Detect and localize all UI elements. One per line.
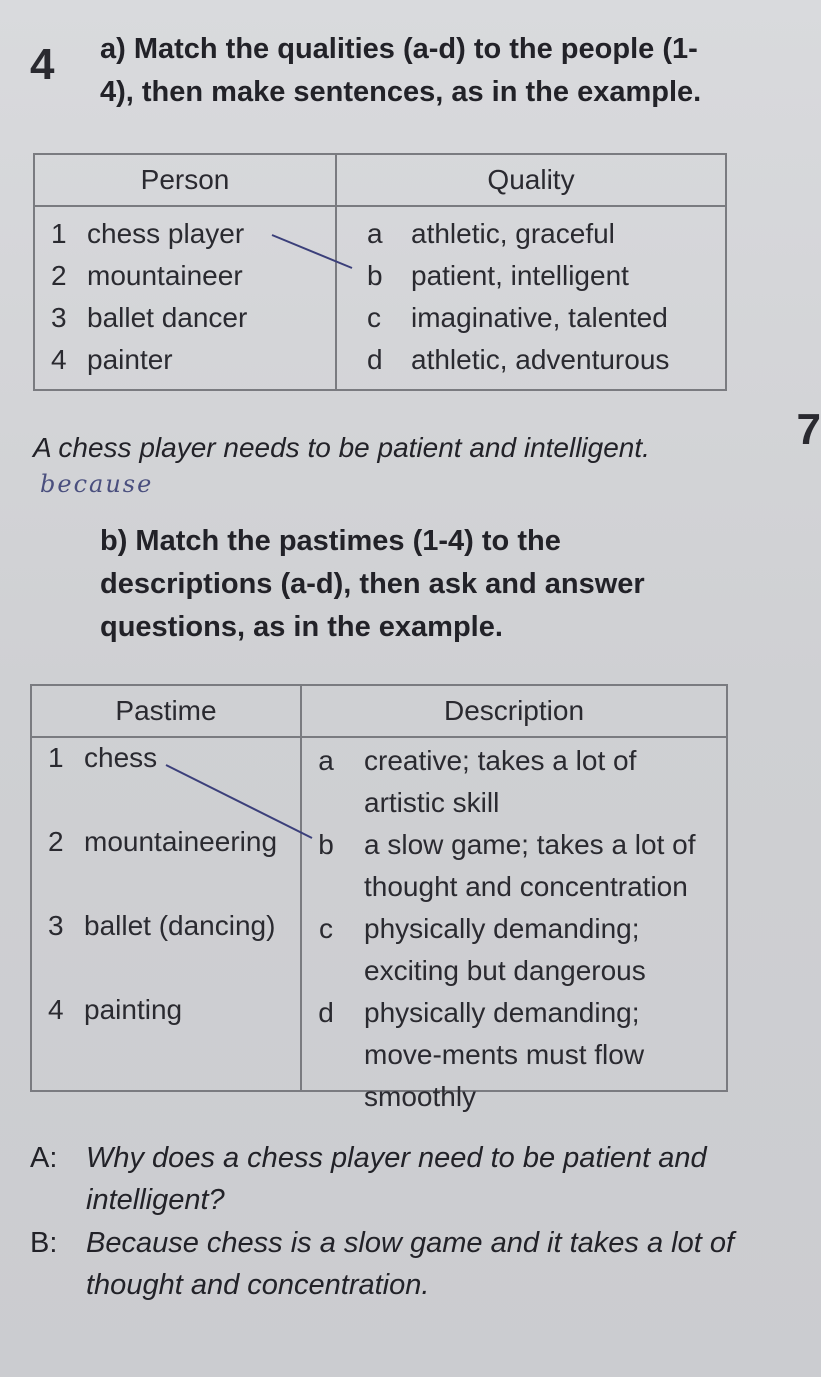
header-description: Description: [301, 685, 727, 737]
quality-row: a athletic, graceful: [367, 218, 615, 249]
person-row: 4 painter: [51, 344, 173, 375]
person-label: painter: [87, 344, 173, 375]
quality-label: imaginative, talented: [411, 302, 668, 333]
person-label: mountaineer: [87, 260, 243, 291]
quality-row: c imaginative, talented: [367, 302, 668, 333]
exercise-number: 4: [30, 40, 55, 89]
person-row: 2 mountaineer: [51, 260, 243, 291]
pen-line-a: [272, 235, 352, 268]
header-person: Person: [34, 154, 336, 206]
next-exercise-number: 7: [796, 405, 821, 454]
quality-label: athletic, graceful: [411, 218, 615, 249]
person-label: ballet dancer: [87, 302, 248, 333]
instruction-a: a) Match the qualities (a-d) to the people (1-4), then make sentences, as in the example.: [100, 33, 702, 108]
quality-row: b patient, intelligent: [367, 260, 629, 291]
handwritten-note: because: [40, 470, 154, 498]
pen-line-b: [166, 765, 312, 838]
instruction-b: b) Match the pastimes (1-4) to the descriptions (a-d), then ask and answer questions, as in the example.: [100, 525, 645, 643]
person-row: 3 ballet dancer: [51, 302, 248, 333]
quality-label: patient, intelligent: [411, 260, 629, 291]
pastime-item: 2 mountaineering: [48, 826, 278, 857]
person-row: 1 chess player: [51, 218, 245, 249]
pastime-item: 1 chess: [48, 742, 158, 773]
quality-label: athletic, adventurous: [411, 344, 670, 375]
dialog-text-b: Because chess is a slow game and it takes a lot of thought and concentration.: [86, 1227, 735, 1301]
person-label: chess player: [87, 218, 245, 249]
example-sentence: A chess player needs to be patient and intelligent.: [33, 432, 650, 463]
speaker-b: B:: [30, 1227, 58, 1259]
pastime-item: 4 painting: [48, 994, 183, 1025]
header-pastime: Pastime: [31, 685, 301, 737]
speaker-a: A:: [30, 1142, 58, 1174]
pastime-description-table: Pastime Description 1 chess 2 mountaineering 3 ballet (dancing) 4 painting a creative; takes a lot of artistic skill b a slow game; takes a lot of thought and concentration c physically demanding; exciting but dangerous d physically demanding; move-ments must flow smoothly: [30, 684, 728, 1092]
dialog-text-a: Why does a chess player need to be patient and intelligent?: [86, 1142, 707, 1216]
header-quality: Quality: [336, 154, 726, 206]
quality-row: d athletic, adventurous: [367, 344, 670, 375]
pastime-item: 3 ballet (dancing): [48, 910, 276, 941]
